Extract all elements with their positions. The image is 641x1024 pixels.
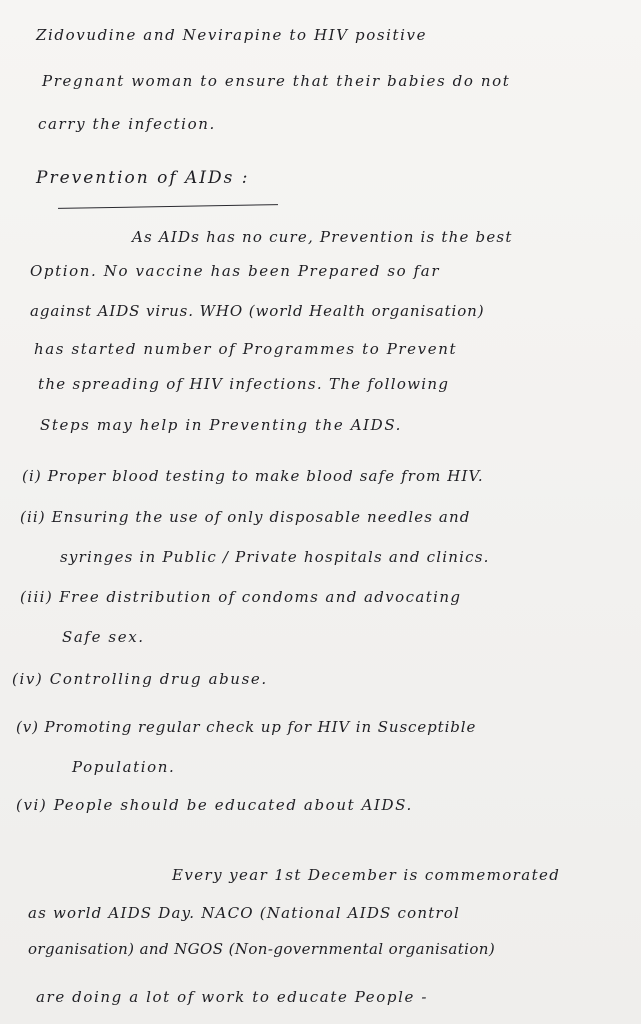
text-line-22: organisation) and NGOS (Non-governmental organisation) bbox=[28, 940, 496, 958]
text-line-9: the spreading of HIV infections. The following bbox=[38, 375, 450, 393]
list-item-3-cont: Safe sex. bbox=[62, 628, 145, 646]
list-item-1: (i) Proper blood testing to make blood safe from HIV. bbox=[22, 467, 484, 485]
text-line-5: As AIDs has no cure, Prevention is the best bbox=[132, 228, 513, 246]
text-line-7: against AIDS virus. WHO (world Health organisation) bbox=[30, 302, 485, 320]
list-item-5: (v) Promoting regular check up for HIV in Susceptible bbox=[16, 718, 477, 736]
list-item-5-cont: Population. bbox=[72, 758, 176, 776]
text-line-20: Every year 1st December is commemorated bbox=[172, 866, 561, 884]
text-line-23: are doing a lot of work to educate People - bbox=[36, 988, 429, 1006]
heading-underline bbox=[58, 204, 278, 209]
text-line-3: carry the infection. bbox=[38, 115, 216, 133]
text-line-21: as world AIDS Day. NACO (National AIDS control bbox=[28, 904, 461, 922]
list-item-3: (iii) Free distribution of condoms and advocating bbox=[20, 588, 462, 606]
text-line-6: Option. No vaccine has been Prepared so far bbox=[30, 262, 441, 280]
list-item-6: (vi) People should be educated about AIDS. bbox=[16, 796, 413, 814]
list-item-2: (ii) Ensuring the use of only disposable needles and bbox=[20, 508, 471, 526]
section-heading: Prevention of AIDs : bbox=[36, 168, 250, 188]
list-item-4: (iv) Controlling drug abuse. bbox=[12, 670, 268, 688]
list-item-2-cont: syringes in Public / Private hospitals and clinics. bbox=[60, 548, 490, 566]
text-line-2: Pregnant woman to ensure that their babies do not bbox=[42, 72, 511, 90]
text-line-8: has started number of Programmes to Prevent bbox=[34, 340, 458, 358]
text-line-10: Steps may help in Preventing the AIDS. bbox=[40, 416, 403, 434]
text-line-1: Zidovudine and Nevirapine to HIV positive bbox=[36, 26, 428, 44]
